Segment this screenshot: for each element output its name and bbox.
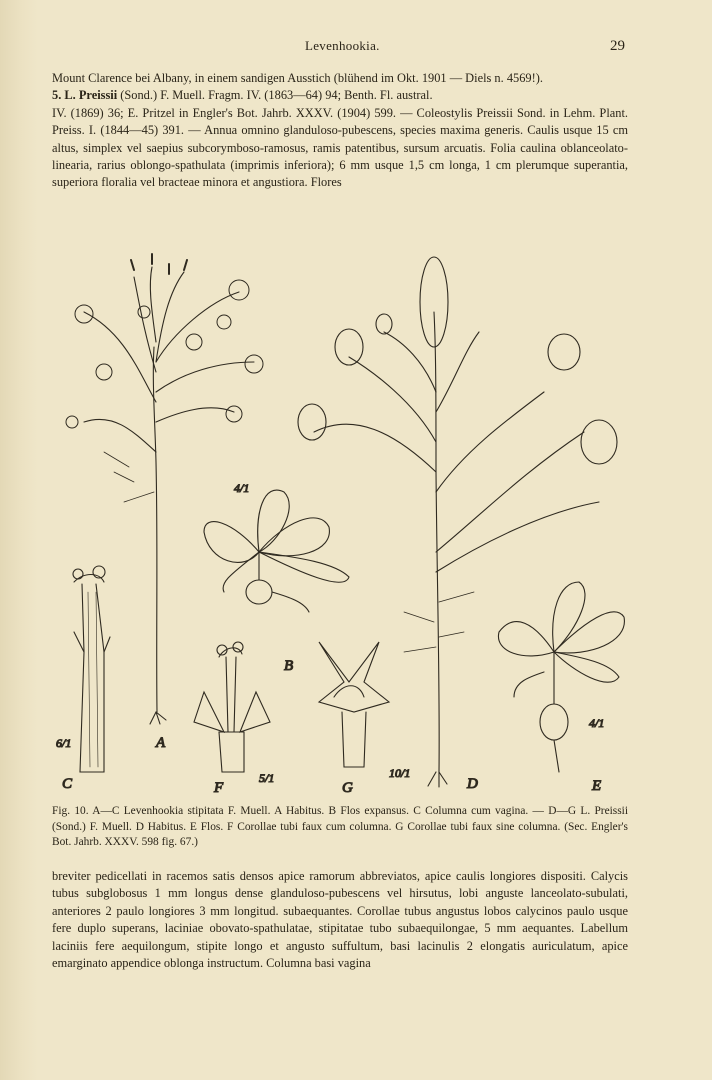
figure-illustration [44, 252, 644, 797]
figure-c-column [73, 566, 110, 772]
figure-label-a: A [156, 735, 166, 751]
figure-label-g: G [342, 780, 353, 796]
figure-d-habitus [298, 257, 617, 787]
locality-paragraph: Mount Clarence bei Albany, in einem sandigen Ausstich (blühend im Okt. 1901 — Diels n. 4569!). [52, 71, 543, 85]
figure-f-throat [194, 642, 270, 772]
scale-f: 5/1 [259, 771, 275, 785]
figure-label-e: E [592, 778, 602, 794]
figure-e-flower [498, 582, 624, 772]
bottom-text-block: breviter pedicellati in racemos satis densos apice ramorum abbreviatos, apice caulis longiores dispositi. Calycis tubus subglobosus 1 mm longus dense glanduloso-pubescens vel hirsutus, lobi anguste lanceolato-subulati, anteriores 2 paulo longiores 3 mm longitud. subaequantes. Corollae tubus angustus lobos calycinos paulo usque fere duplo superans, laciniae obovato-spathulatae, stipitatae tubo subaequilongae, 5 mm aequantes. Labellum laciniis fere aequilongum, stipite longo et angusto suffultum, basi lacinulis 2 elongatis auriculatum, apice emarginato appendice oblonga instructum. Columna basi vagina [52, 869, 628, 971]
species-entry-line [52, 87, 628, 104]
species-citation: (Sond.) F. Muell. Fragm. IV. (1863—64) 94; Benth. Fl. austral. [117, 88, 433, 103]
botanical-figure [44, 252, 644, 797]
top-text-block [52, 70, 628, 192]
figure-label-f: F [214, 780, 224, 796]
figure-g-throat [319, 642, 389, 767]
figure-label-c: C [62, 776, 73, 792]
figure-b-flower [204, 490, 349, 612]
scale-g: 10/1 [389, 766, 411, 780]
scale-e: 4/1 [589, 716, 605, 730]
figure-label-d: D [467, 776, 478, 792]
scale-c: 6/1 [56, 736, 72, 750]
running-title: Levenhookia. [305, 38, 380, 53]
scale-b: 4/1 [234, 481, 250, 495]
figure-caption: Fig. 10. A—C Levenhookia stipitata F. Muell. A Habitus. B Flos expansus. C Columna cum vagina. — D—G L. Preissii (Sond.) F. Muell. D Habitus. E Flos. F Corollae tubi faux cum columna. G Corollae tubi faux sine columna. (Sec. Engler's Bot. Jahrb. XXXV. 598 fig. 67.) [52, 805, 628, 849]
page-binding-edge [0, 0, 38, 1080]
species-description: IV. (1869) 36; E. Pritzel in Engler's Bot. Jahrb. XXXV. (1904) 599. — Coleostylis Preissii Sond. in Lehm. Plant. Preiss. I. (1844—45) 391. — Annua omnino glanduloso-pubescens, species maxima generis. Caulis usque 15 cm altus, simplex vel saepius subcorymboso-ramosus, ramis patentibus, sursum arcuatis. Folia caulina oblanceolato-linearia, rarius oblongo-spathulata (imprimis inferiora); 6 mm usque 1,5 cm longa, 1 cm plerumque superantia, superiora floralia vel bracteae minora et angustiora. Flores [52, 105, 628, 190]
figure-label-b: B [284, 658, 294, 674]
species-heading: 5. L. Preissii [52, 88, 118, 103]
page-number: 29 [610, 38, 625, 54]
